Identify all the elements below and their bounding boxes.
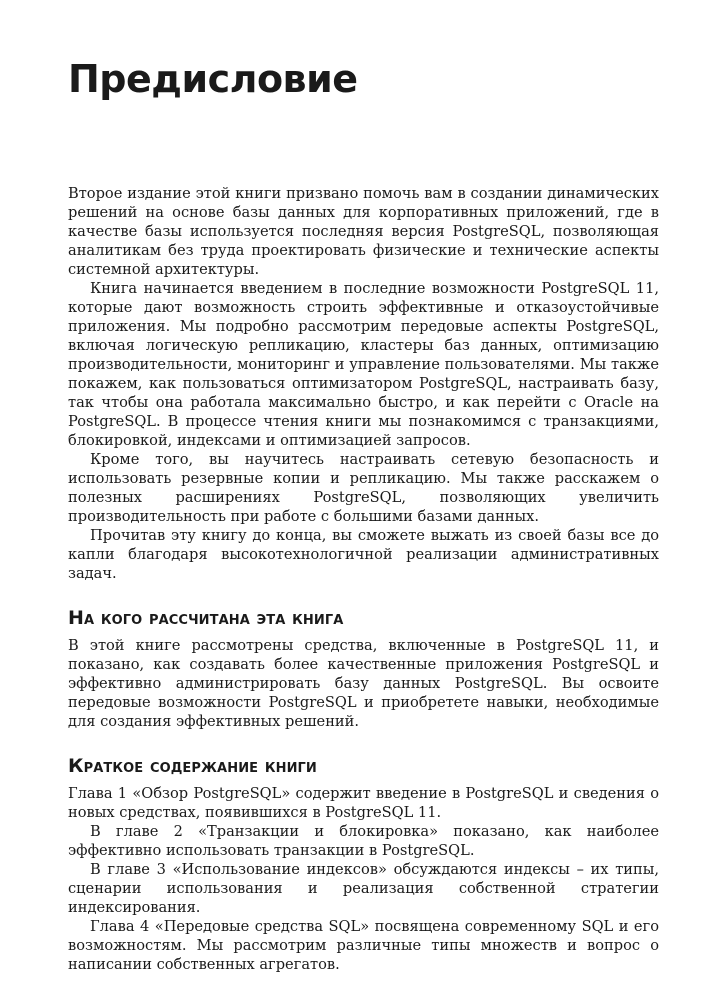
intro-section bbox=[68, 184, 659, 583]
page-title: Предисловие bbox=[68, 57, 358, 101]
page-body bbox=[68, 184, 659, 974]
summary-paragraph-1: Глава 1 «Обзор PostgreSQL» содержит введение в PostgreSQL и сведения о новых средствах, появившихся в PostgreSQL 11. bbox=[68, 785, 659, 821]
summary-section bbox=[68, 754, 659, 974]
audience-section bbox=[68, 606, 659, 731]
summary-paragraph-2: В главе 2 «Транзакции и блокировка» показано, как наиболее эффективно использовать транзакции в PostgreSQL. bbox=[68, 823, 659, 859]
intro-paragraph-4: Прочитав эту книгу до конца, вы сможете выжать из своей базы все до капли благодаря высокотехнологичной реализации административных задач. bbox=[68, 527, 659, 582]
summary-paragraph-3: В главе 3 «Использование индексов» обсуждаются индексы – их типы, сценарии использования и реализация собственной стратегии индексирования. bbox=[68, 861, 659, 916]
summary-paragraph-4: Глава 4 «Передовые средства SQL» посвящена современному SQL и его возможностям. Мы рассмотрим различные типы множеств и вопрос о написании собственных агрегатов. bbox=[68, 918, 659, 973]
intro-paragraph-3: Кроме того, вы научитесь настраивать сетевую безопасность и использовать резервные копии и репликацию. Мы также расскажем о полезных расширениях PostgreSQL, позволяющих увеличить производительность при работе с большими базами данных. bbox=[68, 451, 659, 525]
summary-heading: Краткое содержание книги bbox=[68, 755, 317, 777]
intro-paragraph-1: Второе издание этой книги призвано помочь вам в создании динамических решений на основе базы данных для корпоративных приложений, где в качестве базы используется последняя версия PostgreSQL, позволяющая аналитикам без труда проектировать физические и технические аспекты системной архитектуры. bbox=[68, 185, 659, 278]
audience-heading: На кого рассчитана эта книга bbox=[68, 607, 344, 629]
audience-paragraph-1: В этой книге рассмотрены средства, включенные в PostgreSQL 11, и показано, как создавать более качественные приложения PostgreSQL и эффективно администрировать базу данных PostgreSQL. Вы освоите передовые возможности PostgreSQL и приобретете навыки, необходимые для создания эффективных решений. bbox=[68, 637, 659, 730]
intro-paragraph-2: Книга начинается введением в последние возможности PostgreSQL 11, которые дают возможность строить эффективные и отказоустойчивые приложения. Мы подробно рассмотрим передовые аспекты PostgreSQL, включая логическую репликацию, кластеры баз данных, оптимизацию производительности, мониторинг и управление пользователями. Мы также покажем, как пользоваться оптимизатором PostgreSQL, настраивать базу, так чтобы она работала максимально быстро, и как перейти с Oracle на PostgreSQL. В процессе чтения книги мы познакомимся с транзакциями, блокировкой, индексами и оптимизацией запросов. bbox=[68, 280, 659, 449]
